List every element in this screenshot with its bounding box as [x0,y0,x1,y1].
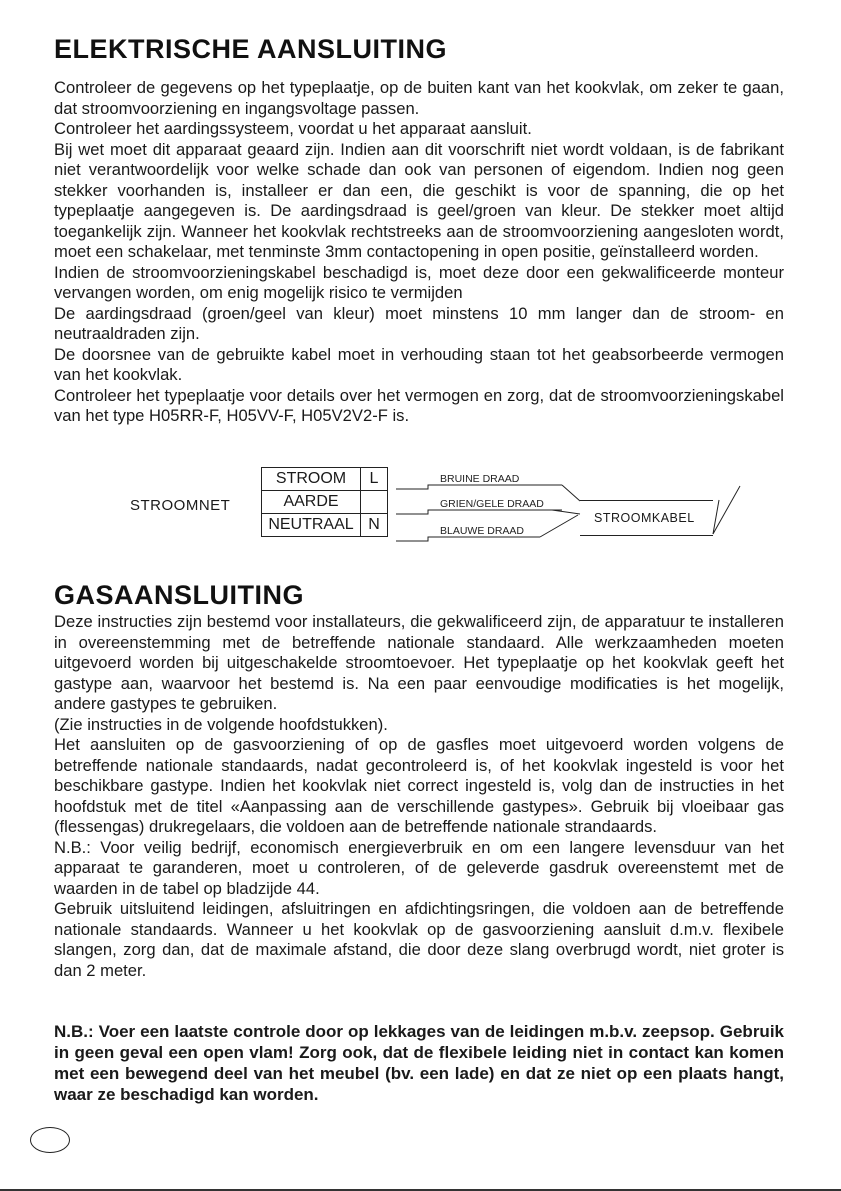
electric-paragraph: De doorsnee van de gebruikte kabel moet in verhouding staan tot het geabsorbeerde vermogen van het kookvlak. [54,344,784,384]
terminal-name: STROOM [262,468,361,491]
power-cable-label: STROOMKABEL [580,500,713,536]
gas-warning-note: N.B.: Voer een laatste controle door op lekkages van de leidingen m.b.v. zeepsop. Gebruik in geen geval een open vlam! Zorg ook, dat de flexibele leiding niet in contact kan komen met een bewegend deel van het meubel (bv. een lade) en dat ze niet op een plaats hangt, waar ze beschadigd kan worden. [54,1022,784,1104]
electric-connection-title: ELEKTRISCHE AANSLUITING [54,34,448,64]
green-yellow-wire-label: GRIEN/GELE DRAAD [440,498,544,510]
electric-paragraph: Controleer het typeplaatje voor details over het vermogen en zorg, dat de stroomvoorzieningskabel van het type H05RR-F, H05VV-F, H05V2V2-F is. [54,385,784,425]
wiring-lines [0,464,841,584]
blue-wire-join [540,515,578,537]
terminal-code: L [361,468,388,491]
page-number-circle [30,1127,70,1153]
blue-wire-label: BLAUWE DRAAD [440,525,525,537]
gas-connection-body [54,612,784,981]
brown-wire-label: BRUINE DRAAD [440,473,520,485]
gas-paragraph: Het aansluiten op de gasvoorziening of op de gasfles moet uitgevoerd worden volgens de betreffende nationale standaards, nadat gecontroleerd is, of het kookvlak ingesteld is voor het beschikbare gastype. Indien het kookvlak niet correct ingesteld is, volg dan de instructies in het hoofdstuk met de titel «Aanpassing aan de verschillende gastypes». Gebruik bij vloeibaar gas (flessengas) drukregelaars, die voldoen aan de betreffende nationale strandaards. [54,735,784,836]
electric-paragraph: Controleer het aardingssysteem, voordat u het apparaat aansluit. [54,119,532,138]
brown-wire-join [562,485,580,501]
gas-paragraph: N.B.: Voor veilig bedrijf, economisch energieverbruik en om een langere levensduur van het apparaat te garanderen, moet u controleren, of de geleverde gasdruk overeenstemt met de waarden in de tabel op bladzijde 44. [54,837,784,898]
terminal-code: N [361,514,388,537]
electric-paragraph: Indien de stroomvoorzieningskabel beschadigd is, moet deze door een gekwalificeerde monteur vervangen worden, om enig mogelijk risico te vermijden [54,262,784,302]
electric-connection-body [54,78,784,427]
electric-paragraph: De aardingsdraad (groen/geel van kleur) moet minstens 10 mm langer dan de stroom- en neutraaldraden zijn. [54,303,784,343]
mains-label: STROOMNET [130,497,231,514]
gas-paragraph: Deze instructies zijn bestemd voor installateurs, die gekwalificeerd zijn, de apparatuur te installeren in overeenstemming met de betreffende nationale standaard. Alle werkzaamheden moeten uitgevoerd worden bij uitgeschakelde stroomtoevoer. Het typeplaatje op het kookvlak geeft het gastype aan, waarvoor het bestemd is. Na een paar eenvoudige modificaties is het mogelijk, andere gastypes te gebruiken. [54,612,784,713]
electric-paragraph: Controleer de gegevens op het typeplaatje, op de buiten kant van het kookvlak, om zeker te gaan, dat stroomvoorziening en ingangsvoltage passen. [54,78,784,118]
green-yellow-wire-join [552,510,580,514]
gas-paragraph: (Zie instructies in de volgende hoofdstukken). [54,714,388,734]
blue-wire-line [396,537,540,541]
green-yellow-wire-line [396,510,562,514]
gas-connection-title: GASAANSLUITING [54,580,304,610]
brown-wire-line [396,485,562,489]
electric-paragraph: Bij wet moet dit apparaat geaard zijn. Indien aan dit voorschrift niet wordt voldaan, is de fabrikant niet verantwoordelijk voor welke schade dan ook van personen of eigendom. Indien nog geen stekker voorhanden is, installeer er dan een, die geschikt is voor de spanning, die op het typeplaatje aangegeven is. De aardingsdraad is geel/groen van kleur. De stekker moet altijd toegankelijk zijn. Wanneer het kookvlak rechtstreeks aan de stroomvoorziening aangesloten wordt, moet een schakelaar, met tenminste 3mm contactopening in open positie, geïnstalleerd worden. [54,139,784,261]
gas-paragraph: Gebruik uitsluitend leidingen, afsluitringen en afdichtingsringen, die voldoen aan de betreffende nationale standaards. Wanneer u het kookvlak op de gasvoorziening aansluit d.m.v. flexibele slangen, zorg dan, dat de maximale afstand, die door deze slang overbrugd wordt, niet groter is dan 2 meter. [54,899,784,980]
terminal-name: AARDE [262,491,361,514]
terminal-name: NEUTRAAL [262,514,361,537]
